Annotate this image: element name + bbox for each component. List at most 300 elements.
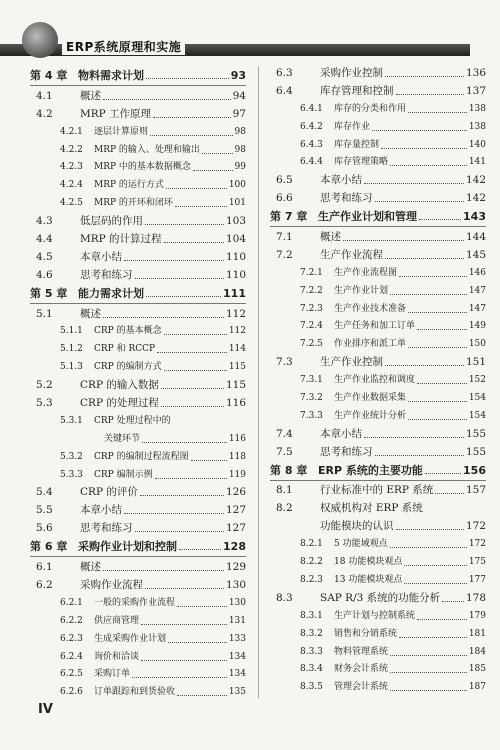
toc-page: 152 — [468, 375, 486, 386]
toc-title: 物料需求计划 — [78, 69, 144, 82]
toc-entry — [270, 102, 486, 117]
page-number: IV — [38, 702, 53, 717]
toc-leader-dots — [343, 240, 464, 241]
toc-number: 6.4.2 — [300, 121, 323, 132]
toc-title: 本章小结 — [80, 250, 122, 263]
toc-number: 5.6 — [36, 522, 53, 535]
toc-number: 6.2.4 — [60, 651, 83, 662]
toc-number: 8.3.2 — [300, 628, 323, 639]
toc-page: 172 — [468, 539, 486, 550]
toc-entry — [30, 250, 246, 265]
toc-title: 生产作业控制 — [320, 356, 383, 369]
toc-page: 97 — [232, 107, 246, 120]
toc-leader-dots — [375, 201, 464, 202]
toc-number: 8.2.2 — [300, 557, 323, 568]
toc-page: 155 — [465, 445, 486, 458]
toc-page: 130 — [228, 597, 246, 608]
toc-entry — [30, 414, 246, 429]
toc-number: 4.2.3 — [60, 162, 83, 173]
toc-leader-dots — [417, 329, 467, 330]
toc-title: MRP 工作原理 — [80, 107, 152, 120]
toc-number: 5.3 — [36, 397, 53, 410]
toc-page: 144 — [465, 231, 486, 244]
toc-number: 7.1 — [276, 231, 293, 244]
toc-title: 采购作业计划和控制 — [78, 540, 177, 554]
toc-title: 生产作业监控和调度 — [334, 375, 416, 386]
toc-entry — [270, 248, 486, 263]
toc-page: 138 — [468, 121, 486, 132]
toc-entry — [270, 680, 486, 695]
toc-leader-dots — [135, 531, 224, 532]
toc-title: 18 功能模块观点 — [334, 557, 403, 568]
logo-icon — [22, 22, 58, 58]
toc-leader-dots — [385, 76, 464, 77]
toc-title: MRP 中的基本数据概念 — [94, 162, 191, 173]
toc-entry — [270, 662, 486, 677]
toc-entry — [270, 445, 486, 460]
toc-entry — [270, 519, 486, 534]
toc-leader-dots — [161, 406, 224, 407]
toc-number: 7.5 — [276, 445, 293, 458]
toc-page: 154 — [468, 410, 486, 421]
toc-entry — [30, 307, 246, 322]
toc-leader-dots — [161, 388, 224, 389]
toc-title: 概述 — [80, 561, 101, 574]
toc-number: 第 7 章 — [270, 210, 308, 224]
toc-entry — [30, 232, 246, 247]
toc-number: 5.1.2 — [60, 344, 83, 355]
toc-leader-dots — [404, 583, 466, 584]
toc-title: 本章小结 — [320, 174, 362, 187]
toc-number: 5.5 — [36, 504, 53, 517]
toc-entry — [270, 427, 486, 442]
toc-number: 7.2.5 — [300, 339, 323, 350]
toc-title: 生产任务和加工订单 — [334, 321, 416, 332]
toc-number: 6.1 — [36, 561, 53, 574]
toc-title: 生产计划与控制系统 — [334, 610, 416, 621]
toc-number: 6.6 — [276, 192, 293, 205]
toc-leader-dots — [177, 606, 227, 607]
toc-entry — [270, 337, 486, 352]
toc-entry — [30, 503, 246, 518]
toc-entry — [30, 667, 246, 682]
toc-title: 财务会计系统 — [334, 664, 389, 675]
toc-leader-dots — [141, 624, 227, 625]
toc-page: 175 — [468, 557, 486, 568]
toc-entry — [270, 627, 486, 642]
toc-number: 6.4.1 — [300, 103, 323, 114]
toc-leader-dots — [146, 296, 221, 297]
toc-leader-dots — [153, 117, 231, 118]
toc-number: 7.2 — [276, 248, 293, 261]
toc-entry — [270, 155, 486, 170]
toc-title: MRP 的输入、处理和输出 — [94, 144, 200, 155]
toc-leader-dots — [179, 549, 221, 550]
toc-page: 130 — [225, 578, 246, 591]
toc-page: 146 — [468, 267, 486, 278]
toc-page: 185 — [468, 664, 486, 675]
toc-leader-dots — [177, 695, 227, 696]
toc-right-column — [270, 66, 486, 698]
toc-leader-dots — [155, 478, 227, 479]
toc-leader-dots — [396, 529, 464, 530]
toc-entry — [270, 302, 486, 317]
toc-title: 低层码的作用 — [80, 215, 143, 228]
toc-leader-dots — [419, 219, 461, 220]
toc-entry — [30, 178, 246, 193]
toc-leader-dots — [142, 442, 227, 443]
toc-leader-dots — [404, 565, 466, 566]
toc-number: 7.2.3 — [300, 303, 323, 314]
toc-leader-dots — [132, 677, 227, 678]
toc-leader-dots — [364, 437, 464, 438]
toc-number: 7.3.2 — [300, 393, 323, 404]
toc-leader-dots — [135, 278, 224, 279]
toc-entry — [30, 125, 246, 140]
toc-title: CRP 和 RCCP — [94, 344, 156, 355]
toc-entry — [30, 614, 246, 629]
toc-title: 询价和洽谈 — [94, 651, 140, 662]
toc-page: 134 — [228, 669, 246, 680]
toc-entry — [30, 360, 246, 375]
toc-title: 采购作业控制 — [320, 67, 383, 79]
toc-title: CRP 编制示例 — [94, 469, 153, 480]
toc-page: 149 — [468, 321, 486, 332]
toc-number: 第 6 章 — [30, 540, 68, 554]
toc-leader-dots — [103, 570, 224, 571]
toc-title: 生产作业统计分析 — [334, 410, 407, 421]
toc-title: CRP 的编制过程流程图 — [94, 451, 189, 462]
toc-number: 6.2 — [36, 578, 53, 591]
toc-entry — [270, 173, 486, 188]
toc-page: 100 — [228, 180, 246, 191]
toc-leader-dots — [417, 383, 467, 384]
toc-page: 98 — [234, 144, 246, 155]
toc-page: 110 — [225, 268, 246, 281]
toc-page: 134 — [228, 651, 246, 662]
toc-leader-dots — [425, 473, 461, 474]
toc-entry — [30, 685, 246, 700]
toc-entry — [270, 373, 486, 388]
toc-title: 库存的分类和作用 — [334, 103, 407, 114]
toc-leader-dots — [417, 619, 467, 620]
toc-number: 7.3.3 — [300, 410, 323, 421]
column-divider — [258, 66, 259, 698]
toc-entry — [30, 396, 246, 411]
toc-entry — [30, 560, 246, 575]
toc-title: 关键环节 — [104, 433, 141, 444]
toc-number: 4.2 — [36, 107, 53, 120]
toc-title: CRP 处理过程中的 — [94, 415, 171, 426]
toc-title: 销售和分销系统 — [334, 628, 398, 639]
toc-page: 115 — [225, 379, 246, 392]
toc-entry — [30, 378, 246, 393]
toc-page: 145 — [465, 248, 486, 261]
toc-leader-dots — [191, 460, 227, 461]
toc-number: 6.3 — [276, 67, 293, 79]
toc-entry — [30, 196, 246, 211]
toc-entry — [270, 66, 486, 81]
toc-entry — [270, 409, 486, 424]
toc-title: ERP 系统的主要功能 — [318, 463, 423, 477]
toc-title: SAP R/3 系统的功能分析 — [320, 591, 441, 604]
toc-leader-dots — [124, 260, 224, 261]
toc-leader-dots — [202, 153, 233, 154]
toc-page: 142 — [465, 174, 486, 187]
toc-title: 库存管理和控制 — [320, 84, 394, 97]
toc-page: 110 — [225, 250, 246, 263]
toc-number: 5.1.3 — [60, 362, 83, 373]
toc-page: 103 — [225, 215, 246, 228]
toc-title: 本章小结 — [320, 427, 362, 440]
toc-leader-dots — [399, 276, 467, 277]
toc-entry — [270, 120, 486, 135]
toc-number: 7.2.2 — [300, 285, 323, 296]
toc-leader-dots — [390, 655, 467, 656]
toc-page: 140 — [468, 139, 486, 150]
toc-title: 采购作业流程 — [80, 578, 143, 591]
toc-page: 142 — [465, 192, 486, 205]
toc-entry — [270, 591, 486, 606]
toc-number: 6.2.6 — [60, 687, 83, 698]
toc-entry — [30, 521, 246, 536]
toc-title: 行业标准中的 ERP 系统 — [320, 484, 434, 497]
toc-leader-dots — [381, 148, 467, 149]
toc-page: 127 — [225, 504, 246, 517]
toc-page: 129 — [225, 561, 246, 574]
toc-leader-dots — [442, 601, 464, 602]
toc-title: 采购订单 — [94, 669, 131, 680]
toc-leader-dots — [372, 130, 467, 131]
toc-page: 135 — [228, 687, 246, 698]
toc-title: 思考和练习 — [80, 522, 133, 535]
toc-number: 4.1 — [36, 89, 53, 102]
toc-leader-dots — [145, 588, 224, 589]
toc-leader-dots — [164, 370, 227, 371]
toc-page: 94 — [232, 89, 246, 102]
toc-entry — [30, 268, 246, 283]
toc-number: 4.2.1 — [60, 126, 83, 137]
toc-leader-dots — [408, 347, 467, 348]
toc-page: 111 — [223, 286, 246, 300]
toc-title: 能力需求计划 — [78, 286, 144, 300]
toc-entry — [30, 632, 246, 647]
toc-number: 5.2 — [36, 379, 53, 392]
toc-number: 7.4 — [276, 427, 293, 440]
toc-chapter — [30, 68, 246, 86]
toc-entry — [270, 555, 486, 570]
toc-entry — [30, 89, 246, 104]
toc-page: 147 — [468, 303, 486, 314]
toc-entry — [270, 266, 486, 281]
toc-number: 6.2.1 — [60, 597, 83, 608]
toc-title: 生成采购作业计划 — [94, 633, 167, 644]
toc-leader-dots — [390, 672, 467, 673]
toc-page: 181 — [468, 628, 486, 639]
toc-leader-dots — [396, 94, 464, 95]
toc-leader-dots — [408, 312, 467, 313]
toc-page: 187 — [468, 682, 486, 693]
toc-number: 5.1.1 — [60, 326, 83, 337]
toc-title: 思考和练习 — [320, 192, 373, 205]
toc-leader-dots — [375, 455, 464, 456]
toc-title: CRP 的评价 — [80, 486, 138, 499]
toc-entry — [270, 501, 486, 516]
toc-leader-dots — [168, 642, 227, 643]
toc-page: 101 — [228, 198, 246, 209]
toc-title: 权威机构对 ERP 系统 — [320, 502, 423, 515]
toc-entry — [270, 319, 486, 334]
toc-number: 6.2.5 — [60, 669, 83, 680]
toc-number: 6.4 — [276, 84, 293, 97]
toc-title: 生产作业计划和管理 — [318, 210, 417, 224]
toc-page: 172 — [465, 520, 486, 533]
toc-entry — [30, 324, 246, 339]
toc-entry — [30, 214, 246, 229]
toc-entry — [30, 578, 246, 593]
toc-leader-dots — [390, 165, 467, 166]
toc-page: 133 — [228, 633, 246, 644]
toc-page: 154 — [468, 393, 486, 404]
toc-entry — [270, 84, 486, 99]
toc-leader-dots — [124, 513, 224, 514]
toc-title: 库存管理策略 — [334, 157, 389, 168]
toc-entry — [30, 342, 246, 357]
toc-title: 物料管理系统 — [334, 646, 389, 657]
toc-title: 思考和练习 — [320, 445, 373, 458]
toc-title: CRP 的编制方式 — [94, 362, 162, 373]
toc-title: 概述 — [80, 89, 101, 102]
toc-entry — [270, 609, 486, 624]
toc-page: 177 — [468, 574, 486, 585]
toc-entry — [30, 485, 246, 500]
toc-page: 155 — [465, 427, 486, 440]
toc-page: 178 — [465, 591, 486, 604]
toc-title: 本章小结 — [80, 504, 122, 517]
page-header — [0, 0, 500, 62]
toc-entry — [270, 191, 486, 206]
toc-page: 127 — [225, 522, 246, 535]
toc-number: 8.3.3 — [300, 646, 323, 657]
toc-title: 生产作业计划 — [334, 285, 389, 296]
toc-page: 151 — [465, 356, 486, 369]
toc-page: 179 — [468, 610, 486, 621]
toc-page: 93 — [230, 69, 246, 82]
toc-page: 114 — [228, 344, 246, 355]
toc-number: 4.5 — [36, 250, 53, 263]
toc-number: 7.3 — [276, 356, 293, 369]
toc-title: MRP 的开环和闭环 — [94, 198, 173, 209]
toc-title: 生产作业技术准备 — [334, 303, 407, 314]
toc-number: 8.3.5 — [300, 682, 323, 693]
toc-number: 4.2.2 — [60, 144, 83, 155]
toc-page: 119 — [228, 469, 246, 480]
toc-entry — [30, 450, 246, 465]
toc-number: 6.4.4 — [300, 157, 323, 168]
toc-number: 第 4 章 — [30, 69, 68, 82]
toc-title: 13 功能模块观点 — [334, 574, 403, 585]
toc-number: 8.2.1 — [300, 539, 323, 550]
toc-title: CRP 的输入数据 — [80, 379, 159, 392]
toc-leader-dots — [385, 258, 464, 259]
toc-title: 供应商管理 — [94, 615, 140, 626]
toc-number: 8.3 — [276, 591, 293, 604]
toc-page: 138 — [468, 103, 486, 114]
toc-leader-dots — [435, 493, 464, 494]
toc-number: 第 8 章 — [270, 463, 308, 477]
toc-title: 一般的采购作业流程 — [94, 597, 176, 608]
toc-page: 156 — [463, 463, 486, 477]
toc-page: 184 — [468, 646, 486, 657]
toc-leader-dots — [164, 242, 224, 243]
toc-number: 6.4.3 — [300, 139, 323, 150]
toc-number: 4.3 — [36, 215, 53, 228]
toc-entry — [30, 596, 246, 611]
toc-page: 116 — [225, 397, 246, 410]
toc-leader-dots — [166, 188, 227, 189]
toc-entry — [30, 160, 246, 175]
toc-leader-dots — [385, 365, 464, 366]
toc-page: 112 — [225, 307, 246, 320]
toc-leader-dots — [140, 495, 224, 496]
toc-entry — [270, 230, 486, 245]
toc-title: 作业排序和派工单 — [334, 339, 407, 350]
toc-number: 7.2.4 — [300, 321, 323, 332]
toc-leader-dots — [157, 352, 227, 353]
toc-page: 137 — [465, 84, 486, 97]
toc-page: 112 — [228, 326, 246, 337]
toc-title: MRP 的计算过程 — [80, 233, 162, 246]
toc-chapter — [30, 286, 246, 304]
toc-title: 库存作业 — [334, 121, 371, 132]
toc-number: 第 5 章 — [30, 286, 68, 300]
toc-number: 8.3.1 — [300, 610, 323, 621]
toc-title: 生产作业流程图 — [334, 267, 398, 278]
toc-leader-dots — [145, 224, 224, 225]
toc-number: 8.3.4 — [300, 664, 323, 675]
toc-number: 4.4 — [36, 233, 53, 246]
book-title: ERP系统原理和实施 — [62, 38, 185, 55]
toc-leader-dots — [408, 401, 467, 402]
toc-page: 104 — [225, 233, 246, 246]
toc-page: 131 — [228, 615, 246, 626]
toc-title: 生产作业数据采集 — [334, 393, 407, 404]
toc-number: 5.1 — [36, 307, 53, 320]
toc-number: 4.2.4 — [60, 180, 83, 191]
toc-title: CRP 的基本概念 — [94, 326, 162, 337]
toc-title: 库存量控制 — [334, 139, 380, 150]
toc-title: CRP 的处理过程 — [80, 397, 159, 410]
toc-leader-dots — [399, 637, 467, 638]
toc-title: 思考和练习 — [80, 268, 133, 281]
toc-page: 141 — [468, 157, 486, 168]
toc-number: 5.3.3 — [60, 469, 83, 480]
toc-page: 147 — [468, 285, 486, 296]
toc-entry — [30, 650, 246, 665]
toc-entry — [270, 645, 486, 660]
toc-page: 118 — [228, 451, 246, 462]
toc-page: 126 — [225, 486, 246, 499]
toc-page: 115 — [228, 362, 246, 373]
toc-page: 116 — [228, 433, 246, 444]
toc-chapter — [270, 209, 486, 227]
toc-title: 概述 — [320, 231, 341, 244]
toc-entry — [270, 391, 486, 406]
toc-title: 功能模块的认识 — [320, 520, 394, 533]
toc-page: 98 — [234, 126, 246, 137]
toc-title: 5 功能域观点 — [334, 539, 388, 550]
toc-number: 6.2.3 — [60, 633, 83, 644]
